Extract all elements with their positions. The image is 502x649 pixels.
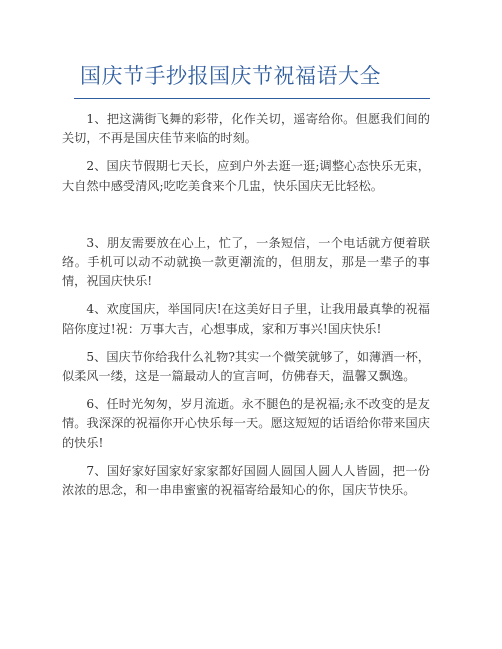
title-underline	[74, 98, 430, 99]
document-title: 国庆节手抄报国庆节祝福语大全	[80, 64, 381, 88]
paragraph-6: 6、任时光匆匆，岁月流逝。永不腿色的是祝福;永不改变的是友情。我深深的祝福你开心快乐每一天。愿这短短的话语给你带来国庆的快乐!	[62, 397, 430, 450]
paragraph-2: 2、国庆节假期七天长，应到户外去逛一逛;调整心态快乐无束，大自然中感受清风;吃吃美食来个几盅，快乐国庆无比轻松。	[62, 159, 430, 193]
paragraph-3: 3、朋友需要放在心上，忙了，一条短信，一个电话就方便着联络。手机可以动不动就换一款更潮流的，但朋友，那是一辈子的事情，祝国庆快乐!	[62, 235, 430, 289]
paragraph-7: 7、国好家好国家好家家都好国圆人圆国人圆人人皆圆，把一份浓浓的思念，和一串串蜜蜜的祝福寄给最知心的你，国庆节快乐。	[62, 463, 430, 498]
paragraph-5: 5、国庆节你给我什么礼物?其实一个微笑就够了，如薄酒一杯，似柔风一缕，这是一篇最动人的宣言呵，仿佛春天，温馨又飘逸。	[62, 349, 430, 384]
paragraph-1: 1、把这满街飞舞的彩带，化作关切，遥寄给你。但愿我们间的关切，不再是国庆佳节来临的时刻。	[62, 112, 430, 146]
document-body	[62, 110, 430, 500]
paragraph-4: 4、欢度国庆，举国同庆!在这美好日子里，让我用最真挚的祝福陪你度过!祝：万事大吉，心想事成，家和万事兴!国庆快乐!	[62, 302, 430, 336]
